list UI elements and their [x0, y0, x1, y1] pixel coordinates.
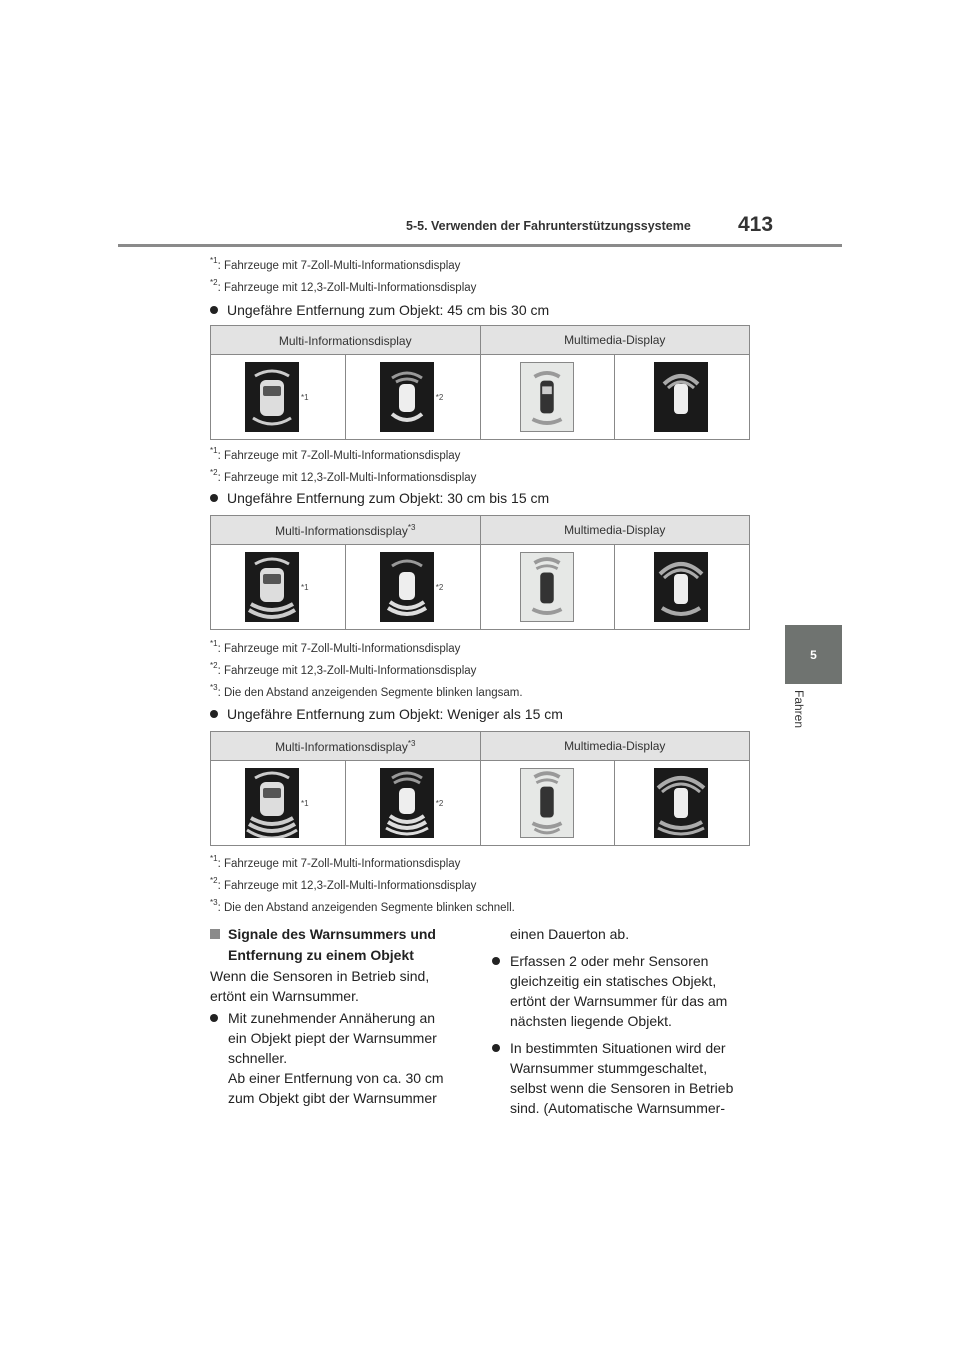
col-header-mid: Multi-Informationsdisplay$^{*3}$	[211, 516, 481, 545]
parking-sensor-screen	[654, 552, 708, 622]
display-table	[210, 515, 750, 630]
multimedia-dark-cell	[615, 761, 750, 846]
parking-sensor-screen	[245, 768, 299, 838]
intro-paragraph: Wenn die Sensoren in Betrieb sind, ertönt ein Warnsummer.	[210, 968, 430, 1004]
multimedia-dark-cell	[615, 355, 750, 440]
col-header-mid: Multi-Informationsdisplay$^{*3}$	[211, 732, 481, 761]
parking-sensor-screen	[380, 552, 434, 622]
footnote-mark: *2	[435, 799, 444, 808]
footnote: $^{*2}$: Fahrzeuge mit 12,3-Zoll-Multi-Informationsdisplay	[210, 278, 477, 294]
section-heading: Signale des Warnsummers und Entfernung zu einem Objekt	[210, 924, 436, 966]
display-table	[210, 325, 750, 440]
col-header-multimedia: Multimedia-Display	[480, 732, 750, 761]
mid-12inch-cell	[345, 761, 480, 846]
list-item: In bestimmten Situationen wird der Warnsummer stummgeschaltet, selbst wenn die Sensoren in Betrieb sind. (Automatische Warnsummer-	[492, 1038, 762, 1118]
chapter-label: Fahren	[792, 690, 806, 729]
parking-sensor-screen	[520, 362, 574, 432]
distance-bullet: Ungefähre Entfernung zum Objekt: Weniger als 15 cm	[210, 706, 563, 722]
footnote: $^{*3}$: Die den Abstand anzeigenden Segmente blinken langsam.	[210, 683, 523, 699]
distance-bullet: Ungefähre Entfernung zum Objekt: 45 cm bis 30 cm	[210, 302, 549, 318]
footnote-mark: *1	[301, 583, 309, 592]
multimedia-light-cell	[480, 545, 615, 630]
footnote: $^{*1}$: Fahrzeuge mit 7-Zoll-Multi-Informationsdisplay	[210, 256, 461, 272]
chapter-tab	[785, 625, 842, 684]
parking-sensor-screen	[245, 552, 299, 622]
footnote: $^{*2}$: Fahrzeuge mit 12,3-Zoll-Multi-Informationsdisplay	[210, 876, 477, 892]
list-continuation: einen Dauerton ab.	[510, 926, 630, 942]
mid-12inch-cell	[345, 545, 480, 630]
footnote: $^{*1}$: Fahrzeuge mit 7-Zoll-Multi-Informationsdisplay	[210, 854, 461, 870]
footnote: $^{*3}$: Die den Abstand anzeigenden Segmente blinken schnell.	[210, 898, 515, 914]
distance-bullet: Ungefähre Entfernung zum Objekt: 30 cm bis 15 cm	[210, 490, 549, 506]
footnote-mark: *1	[301, 799, 309, 808]
parking-sensor-screen	[520, 768, 574, 838]
col-header-multimedia: Multimedia-Display	[480, 326, 750, 355]
running-header: 5-5. Verwenden der Fahrunterstützungssysteme	[406, 219, 691, 233]
parking-sensor-screen	[380, 362, 434, 432]
page-number: 413	[738, 213, 774, 236]
multimedia-dark-cell	[615, 545, 750, 630]
mid-12inch-cell	[345, 355, 480, 440]
col-header-mid: Multi-Informationsdisplay	[211, 326, 481, 355]
parking-sensor-screen	[654, 362, 708, 432]
footnote-mark: *2	[435, 393, 444, 402]
left-list	[210, 1008, 480, 1115]
footnote: $^{*1}$: Fahrzeuge mit 7-Zoll-Multi-Informationsdisplay	[210, 639, 461, 655]
parking-sensor-screen	[520, 552, 574, 622]
footnote-mark: *1	[301, 393, 309, 402]
mid-7inch-cell	[211, 545, 346, 630]
col-header-multimedia: Multimedia-Display	[480, 516, 750, 545]
parking-sensor-screen	[245, 362, 299, 432]
multimedia-light-cell	[480, 355, 615, 440]
footnote: $^{*1}$: Fahrzeuge mit 7-Zoll-Multi-Informationsdisplay	[210, 446, 461, 462]
list-item: Erfassen 2 oder mehr Sensoren gleichzeitig ein statisches Objekt, ertönt der Warnsummer für das am nächsten liegende Objekt.	[492, 951, 762, 1031]
right-list	[492, 924, 762, 1125]
mid-7inch-cell	[211, 761, 346, 846]
chapter-number: 5	[810, 647, 817, 662]
multimedia-light-cell	[480, 761, 615, 846]
list-item: Mit zunehmender Annäherung an ein Objekt piept der Warnsummer schneller. Ab einer Entfernung von ca. 30 cm zum Objekt gibt der Warnsummer	[210, 1008, 480, 1108]
heading-marker	[210, 929, 220, 939]
mid-7inch-cell	[211, 355, 346, 440]
footnote-mark: *2	[435, 583, 444, 592]
parking-sensor-screen	[654, 768, 708, 838]
display-table	[210, 731, 750, 846]
footnote: $^{*2}$: Fahrzeuge mit 12,3-Zoll-Multi-Informationsdisplay	[210, 661, 477, 677]
header-rule	[118, 244, 842, 247]
parking-sensor-screen	[380, 768, 434, 838]
footnote: $^{*2}$: Fahrzeuge mit 12,3-Zoll-Multi-Informationsdisplay	[210, 468, 477, 484]
